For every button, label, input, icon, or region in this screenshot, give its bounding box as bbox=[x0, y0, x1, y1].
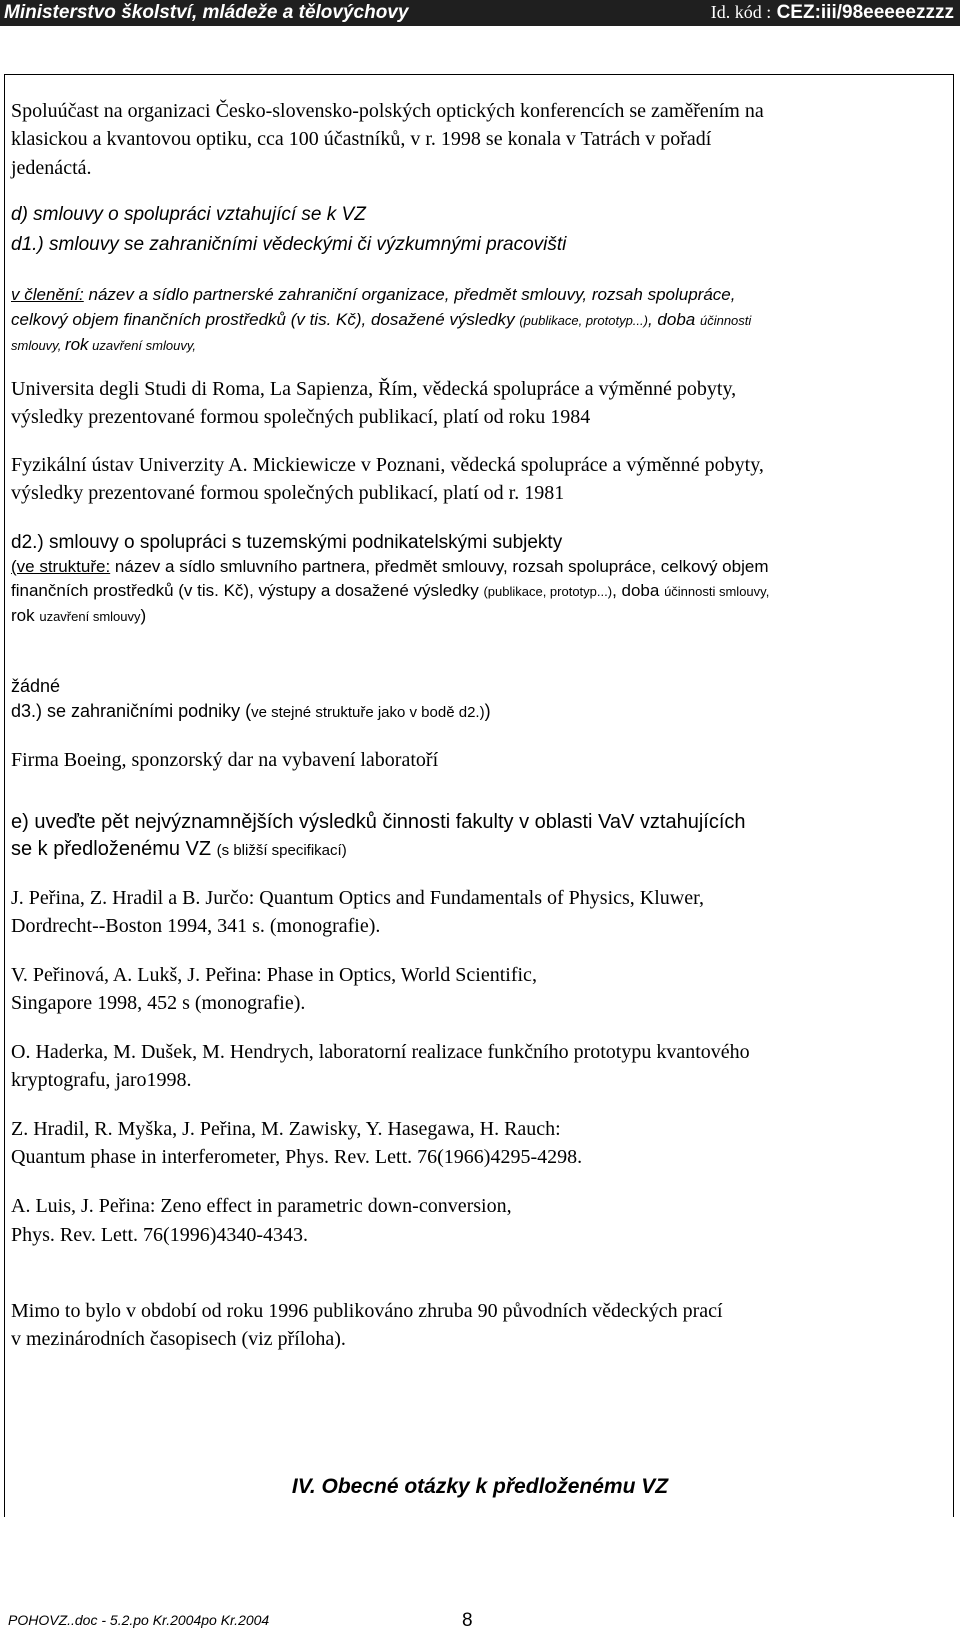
d1-structure-line-2: celkový objem finančních prostředků (v tis. Kč), dosažené výsledky (publikace, prototyp...), doba účinnosti bbox=[11, 310, 752, 329]
page-number: 8 bbox=[462, 1610, 473, 1631]
result-1-line-1: J. Peřina, Z. Hradil a B. Jurčo: Quantum Optics and Fundamentals of Physics, Kluwer, bbox=[11, 887, 704, 909]
partner-2-line-1: Fyzikální ústav Univerzity A. Mickiewicze v Poznani, vědecká spolupráce a výměnné pobyty, bbox=[11, 454, 764, 476]
result-2-line-1: V. Peřinová, A. Lukš, J. Peřina: Phase in Optics, World Scientific, bbox=[11, 964, 537, 986]
section-d2-heading: d2.) smlouvy o spolupráci s tuzemskými podnikatelskými subjekty bbox=[11, 532, 563, 553]
section-d3-heading: d3.) se zahraničními podniky (ve stejné struktuře jako v bodě d2.)) bbox=[11, 701, 491, 721]
intro-line-1: Spoluúčast na organizaci Česko-slovensko-polských optických konferencích se zaměřením na bbox=[11, 100, 764, 122]
section-e-heading-line-1: e) uveďte pět nejvýznamnějších výsledků činnosti fakulty v oblasti VaV vztahujících bbox=[11, 811, 746, 833]
partner-1-line-1: Universita degli Studi di Roma, La Sapienza, Řím, vědecká spolupráce a výměnné pobyty, bbox=[11, 378, 737, 400]
result-3-line-1: O. Haderka, M. Dušek, M. Hendrych, laboratorní realizace funkčního prototypu kvantového bbox=[11, 1041, 750, 1063]
publications-note-line-2: v mezinárodních časopisech (viz příloha). bbox=[11, 1328, 346, 1350]
d2-structure-line-2: finančních prostředků (v tis. Kč), výstupy a dosažené výsledky (publikace, prototyp...), doba účinnosti smlouvy, bbox=[11, 581, 770, 600]
section-d1-heading: d1.) smlouvy se zahraničními vědeckými či výzkumnými pracovišti bbox=[11, 234, 567, 255]
result-5-line-1: A. Luis, J. Peřina: Zeno effect in parametric down-conversion, bbox=[11, 1195, 512, 1217]
d2-structure-line-1: (ve struktuře: název a sídlo smluvního partnera, předmět smlouvy, rozsah spolupráce, celkový objem bbox=[11, 557, 769, 576]
d2-structure-line-3: rok uzavření smlouvy) bbox=[11, 606, 147, 625]
d1-structure-line-1: v členění: název a sídlo partnerské zahraniční organizace, předmět smlouvy, rozsah spolupráce, bbox=[11, 285, 736, 304]
result-4-line-1: Z. Hradil, R. Myška, J. Peřina, M. Zawisky, Y. Hasegawa, H. Rauch: bbox=[11, 1118, 561, 1140]
section-iv-title: IV. Obecné otázky k předloženému VZ bbox=[291, 1475, 669, 1498]
intro-line-3: jedenáctá. bbox=[11, 157, 92, 179]
section-e-heading-line-2: se k předloženému VZ (s bližší specifikací) bbox=[11, 838, 347, 860]
result-5-line-2: Phys. Rev. Lett. 76(1996)4340-4343. bbox=[11, 1224, 309, 1246]
footer-filename: POHOVZ..doc - 5.2.po Kr.2004po Kr.2004 bbox=[8, 1612, 270, 1628]
result-1-line-2: Dordrecht--Boston 1994, 341 s. (monografie). bbox=[11, 915, 381, 937]
partner-1-line-2: výsledky prezentované formou společných publikací, platí od roku 1984 bbox=[11, 406, 591, 428]
d1-structure-line-3: smlouvy, rok uzavření smlouvy, bbox=[11, 335, 196, 354]
page-header bbox=[0, 0, 960, 26]
d2-answer: žádné bbox=[11, 676, 61, 696]
result-3-line-2: kryptografu, jaro1998. bbox=[11, 1069, 192, 1091]
partner-2-line-2: výsledky prezentované formou společných publikací, platí od r. 1981 bbox=[11, 482, 565, 504]
d3-answer: Firma Boeing, sponzorský dar na vybavení laboratoří bbox=[11, 749, 439, 771]
section-d-heading: d) smlouvy o spolupráci vztahující se k VZ bbox=[11, 204, 366, 225]
publications-note-line-1: Mimo to bylo v období od roku 1996 publikováno zhruba 90 původních vědeckých prací bbox=[11, 1300, 723, 1322]
id-code: Id. kód : CEZ:iii/98eeeeezzzz bbox=[710, 2, 954, 23]
intro-line-2: klasickou a kvantovou optiku, cca 100 účastníků, v r. 1998 se konala v Tatrách v pořadí bbox=[11, 128, 712, 150]
result-2-line-2: Singapore 1998, 452 s (monografie). bbox=[11, 992, 306, 1014]
ministry-name: Ministerstvo školství, mládeže a tělovýchovy bbox=[4, 2, 409, 23]
result-4-line-2: Quantum phase in interferometer, Phys. Rev. Lett. 76(1966)4295-4298. bbox=[11, 1146, 583, 1168]
